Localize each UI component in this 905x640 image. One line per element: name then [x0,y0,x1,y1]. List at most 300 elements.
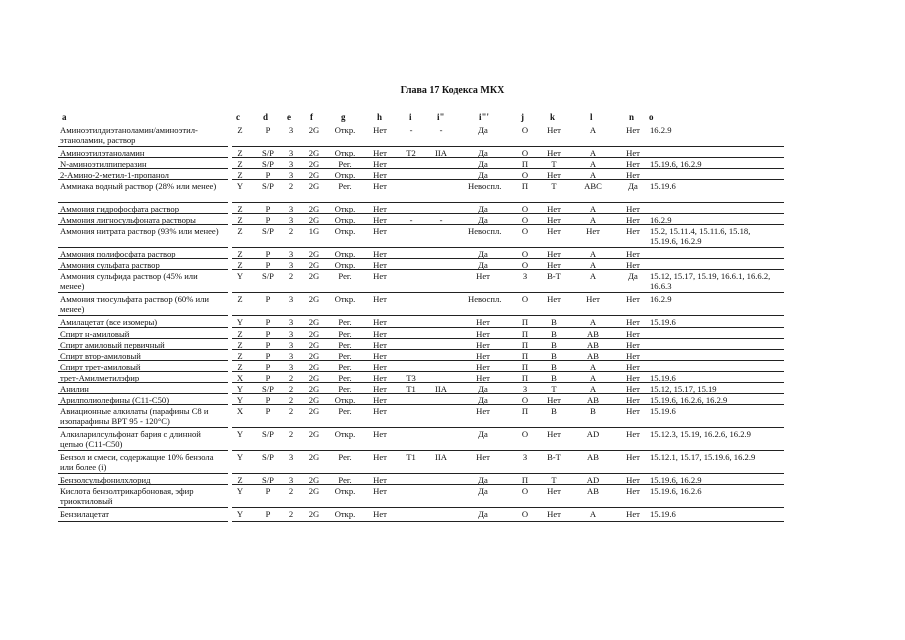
cell-d: S/P [262,475,274,485]
cell-o: 15.2, 15.11.4, 15.11.6, 15.18, 15.19.6, 16.2.9 [650,226,751,246]
cargo-name: Арилполиолефины (C11-C50) [60,395,170,405]
cell-c: Z [237,204,243,214]
cell-j: О [521,294,529,304]
cell-f: 2G [308,384,320,394]
table-row [0,383,905,394]
cell-n: Нет [626,452,640,462]
cell-e: 3 [288,362,294,372]
cell-i: - [409,125,413,135]
cell-l: A [589,384,597,394]
cell-f: 2G [308,125,320,135]
table-row [0,361,905,372]
cell-f: 2G [308,452,320,462]
cell-f: 2G [308,271,320,281]
cell-l: A [589,362,597,372]
cargo-name: Авиационные алкилаты (парафины C8 и изопарафины BPT 95 - 120°C) [60,406,209,426]
column-header: k [550,112,556,122]
cell-l: AB [587,351,599,361]
column-header: n [629,112,635,122]
cell-n: Нет [626,351,640,361]
cell-i3: Невоспл. [468,181,502,191]
cell-h: Нет [373,406,387,416]
cell-c: X [236,373,244,383]
cargo-name: Анилин [60,384,89,394]
cell-j: П [521,340,529,350]
cell-j: П [521,373,529,383]
table-body [0,124,905,522]
cell-i2: IIA [435,384,447,394]
table-row [0,214,905,225]
cell-h: Нет [373,395,387,405]
cell-i: T1 [406,384,416,394]
cell-n: Нет [626,329,640,339]
cell-f: 2G [308,181,320,191]
cell-f: 2G [308,362,320,372]
cell-d: S/P [262,181,274,191]
cell-c: Y [236,509,244,519]
cell-c: Y [236,384,244,394]
cell-k: Т [551,475,557,485]
cell-l: A [589,148,597,158]
cell-c: Z [237,159,243,169]
cell-d: P [265,395,271,405]
cell-d: S/P [262,148,274,158]
cell-d: P [265,317,271,327]
cell-d: P [265,362,271,372]
cell-e: 3 [288,125,294,135]
column-header: c [236,112,240,122]
cell-c: Z [237,340,243,350]
column-header: i" [437,112,445,122]
cell-c: Z [237,329,243,339]
cell-o: 15.12.3, 15.19, 16.2.6, 16.2.9 [650,429,751,439]
cell-g: Откр. [334,486,356,496]
cell-g: Рег. [338,384,352,394]
cell-e: 2 [288,373,294,383]
cargo-name: Бензолсульфонилхлорид [60,475,151,485]
cell-d: P [265,406,271,416]
cargo-name: Аммония сульфата раствор [60,260,160,270]
cell-n: Нет [626,475,640,485]
cell-h: Нет [373,329,387,339]
cell-g: Рег. [338,351,352,361]
cell-l: AB [587,329,599,339]
cell-i3: Нет [476,452,490,462]
cell-j: О [521,226,529,236]
cell-n: Нет [626,395,640,405]
cell-e: 2 [288,406,294,416]
cell-f: 2G [308,170,320,180]
cell-l: A [589,271,597,281]
cell-c: Y [236,486,244,496]
cell-f: 2G [308,329,320,339]
cell-l: A [589,260,597,270]
cell-e: 2 [288,384,294,394]
cargo-name: Алкиларилсульфонат бария с длинной цепью (C11-C50) [60,429,201,449]
cell-g: Откр. [334,294,356,304]
cell-h: Нет [373,294,387,304]
cell-o: 16.2.9 [650,215,672,225]
cell-k: В [551,317,557,327]
cell-n: Нет [626,215,640,225]
cell-f: 2G [308,215,320,225]
cell-f: 2G [308,406,320,416]
cell-g: Откр. [334,170,356,180]
cell-i3: Да [478,159,488,169]
cargo-name: Аммония сульфида раствор (45% или менее) [60,271,198,291]
cell-l: AD [586,475,600,485]
cell-d: P [265,351,271,361]
cell-e: 3 [288,340,294,350]
table-row [0,350,905,361]
cell-j: О [521,249,529,259]
cell-k: В [551,373,557,383]
column-header: i [409,112,412,122]
cell-e: 2 [288,181,294,191]
cell-d: P [265,329,271,339]
cell-l: A [589,215,597,225]
cell-n: Нет [626,406,640,416]
cell-e: 3 [288,351,294,361]
cargo-name: Аммония полифосфата раствор [60,249,176,259]
cell-h: Нет [373,159,387,169]
cell-l: A [589,317,597,327]
cell-i: T2 [406,148,416,158]
cell-d: P [265,509,271,519]
cell-e: 3 [288,475,294,485]
cell-i3: Да [478,170,488,180]
cell-i3: Нет [476,351,490,361]
cell-i3: Нет [476,406,490,416]
cell-g: Рег. [338,475,352,485]
cell-n: Нет [626,260,640,270]
cargo-name: Аминоэтилдиэтаноламин/аминоэтил-этаноламин, раствор [60,125,198,145]
cell-k: Нет [547,170,561,180]
cell-o: 15.19.6, 16.2.9 [650,159,702,169]
column-header: d [263,112,269,122]
cell-h: Нет [373,204,387,214]
cell-o: 16.2.9 [650,125,672,135]
cell-i3: Да [478,260,488,270]
table-row [0,169,905,180]
cell-i3: Да [478,429,488,439]
cell-i3: Нет [476,373,490,383]
cargo-name: Аммиака водный раствор (28% или менее) [60,181,217,191]
cell-i3: Да [478,204,488,214]
cell-e: 3 [288,159,294,169]
row-divider [232,521,784,522]
cell-o: 16.2.9 [650,294,672,304]
cell-d: S/P [262,452,274,462]
cell-c: Z [237,362,243,372]
cell-n: Нет [626,429,640,439]
cell-h: Нет [373,362,387,372]
cell-f: 2G [308,294,320,304]
cell-l: AB [587,486,599,496]
column-header: h [377,112,383,122]
cell-j: П [521,362,529,372]
cell-k: Нет [547,486,561,496]
cell-d: P [265,260,271,270]
cell-j: О [521,148,529,158]
cell-h: Нет [373,260,387,270]
cell-l: Нет [586,226,600,236]
cell-c: Y [236,429,244,439]
cell-h: Нет [373,384,387,394]
cell-c: Y [236,181,244,191]
cell-k: Нет [547,249,561,259]
table-row [0,372,905,383]
cell-k: Нет [547,125,561,135]
column-header: f [310,112,313,122]
row-divider [58,521,228,522]
cell-g: Рег. [338,181,352,191]
cell-o: 15.19.6 [650,406,676,416]
cell-o: 15.19.6, 16.2.9 [650,475,702,485]
cell-j: З [522,452,528,462]
cell-g: Откр. [334,429,356,439]
cell-n: Нет [626,373,640,383]
cell-n: Нет [626,294,640,304]
cargo-name: Спирт амиловый первичный [60,340,165,350]
cell-g: Откр. [334,260,356,270]
cell-f: 2G [308,260,320,270]
cell-d: P [265,294,271,304]
table-row [0,124,905,147]
cell-f: 2G [308,429,320,439]
table-row [0,474,905,485]
cell-i3: Да [478,395,488,405]
cell-i3: Да [478,384,488,394]
cell-h: Нет [373,226,387,236]
cargo-name: Спирт трет-амиловый [60,362,141,372]
cell-g: Рег. [338,406,352,416]
cell-j: О [521,509,529,519]
column-header: g [341,112,346,122]
cargo-name: Амилацетат (все изомеры) [60,317,158,327]
cell-i3: Нет [476,329,490,339]
cell-l: A [589,159,597,169]
cell-l: A [589,170,597,180]
table-row [0,147,905,158]
cell-f: 2G [308,204,320,214]
cell-g: Рег. [338,452,352,462]
cell-i3: Нет [476,271,490,281]
table-row [0,394,905,405]
cell-i3: Невоспл. [468,294,502,304]
cell-e: 2 [288,509,294,519]
cell-e: 3 [288,294,294,304]
cell-e: 3 [288,452,294,462]
cell-k: В [551,362,557,372]
cell-c: Z [237,475,243,485]
cell-g: Рег. [338,373,352,383]
cell-c: Z [237,260,243,270]
cell-i: T1 [406,452,416,462]
cell-i3: Да [478,486,488,496]
cell-l: Нет [586,294,600,304]
cell-c: Y [236,317,244,327]
cell-i3: Нет [476,317,490,327]
column-header: l [590,112,593,122]
cell-f: 2G [308,340,320,350]
cell-j: П [521,406,529,416]
cell-e: 3 [288,260,294,270]
table-row [0,328,905,339]
cell-d: S/P [262,429,274,439]
cargo-name: Спирт втор-амиловый [60,351,141,361]
table-row [0,293,905,316]
cargo-name: Аммония гидрофосфата раствор [60,204,180,214]
cell-c: Y [236,271,244,281]
cargo-name: Аммония лигносульфоната растворы [60,215,196,225]
cell-c: Z [237,125,243,135]
cell-k: Нет [547,226,561,236]
cell-c: X [236,406,244,416]
cell-h: Нет [373,215,387,225]
cell-i3: Нет [476,340,490,350]
cell-i3: Да [478,148,488,158]
cell-l: AB [587,340,599,350]
cell-h: Нет [373,271,387,281]
table-row [0,270,905,293]
cell-g: Рег. [338,329,352,339]
cell-n: Нет [626,226,640,236]
cell-c: Z [237,148,243,158]
cell-e: 3 [288,215,294,225]
cell-c: Z [237,226,243,236]
cell-g: Откр. [334,204,356,214]
column-header: e [287,112,291,122]
cell-e: 3 [288,249,294,259]
cell-h: Нет [373,249,387,259]
cell-k: Нет [547,294,561,304]
cell-k: Нет [547,148,561,158]
cell-e: 3 [288,317,294,327]
table-row [0,203,905,214]
cell-d: P [265,340,271,350]
cell-i2: - [439,125,443,135]
cell-e: 2 [288,271,294,281]
cell-j: О [521,260,529,270]
cell-k: Т [551,159,557,169]
cell-i3: Да [478,125,488,135]
page-title: Глава 17 Кодекса МКХ [400,85,505,96]
cell-o: 15.19.6 [650,181,676,191]
cell-j: О [521,204,529,214]
table-row [0,180,905,203]
column-header: i"' [479,112,489,122]
cell-h: Нет [373,452,387,462]
cell-h: Нет [373,475,387,485]
cell-e: 3 [288,170,294,180]
cell-o: 15.19.6 [650,373,676,383]
cell-l: A [589,249,597,259]
cell-f: 2G [308,249,320,259]
cell-i3: Нет [476,362,490,372]
cell-j: П [521,475,529,485]
table-row [0,451,905,474]
table-row [0,259,905,270]
cell-l: A [589,204,597,214]
cell-d: P [265,215,271,225]
cargo-name: Кислота бензолтрикарбоновая, эфир триоктиловый [60,486,194,506]
cell-n: Нет [626,486,640,496]
cargo-name: 2-Амино-2-метил-1-пропанол [60,170,169,180]
cargo-name: Бензол и смеси, содержащие 10% бензола или более (i) [60,452,214,472]
cell-n: Нет [626,125,640,135]
cell-l: A [589,125,597,135]
cell-n: Нет [626,204,640,214]
cargo-name: Аминоэтилэтаноламин [60,148,145,158]
cell-g: Рег. [338,159,352,169]
cell-n: Да [628,181,638,191]
cell-i2: IIA [435,452,447,462]
cell-h: Нет [373,373,387,383]
cargo-name: Спирт н-амиловый [60,329,130,339]
cargo-name: N-аминоэтилпиперазин [60,159,147,169]
cell-n: Нет [626,509,640,519]
cell-f: 2G [308,317,320,327]
cell-k: Нет [547,204,561,214]
table-row [0,225,905,248]
cell-h: Нет [373,148,387,158]
cell-d: S/P [262,271,274,281]
cargo-name: Аммония тиосульфата раствор (60% или менее) [60,294,210,314]
cargo-name: Бензилацетат [60,509,110,519]
cell-d: P [265,125,271,135]
cell-i2: - [439,215,443,225]
cell-k: В-Т [547,452,561,462]
cell-d: P [265,486,271,496]
cell-e: 2 [288,429,294,439]
table-row [0,248,905,259]
cell-f: 2G [308,159,320,169]
cell-j: П [521,181,529,191]
cell-l: AB [587,452,599,462]
cell-g: Рег. [338,362,352,372]
column-header: j [521,112,524,122]
cell-k: В-Т [547,271,561,281]
cell-l: B [590,406,596,416]
cell-e: 2 [288,486,294,496]
table-row [0,428,905,451]
cell-c: Y [236,395,244,405]
cell-n: Нет [626,317,640,327]
cell-k: В [551,351,557,361]
cell-c: Z [237,351,243,361]
cell-k: Нет [547,429,561,439]
cell-i3: Да [478,249,488,259]
cargo-name: трет-Амилметилэфир [60,373,140,383]
cell-l: A [589,373,597,383]
cell-j: П [521,317,529,327]
cell-n: Нет [626,249,640,259]
cell-l: AB [587,395,599,405]
cargo-name: Аммония нитрата раствор (93% или менее) [60,226,219,236]
cell-d: P [265,170,271,180]
table-row [0,405,905,428]
cell-o: 15.12.1, 15.17, 15.19.6, 16.2.9 [650,452,756,462]
column-header: a [62,112,67,122]
cell-k: Нет [547,260,561,270]
cell-j: З [522,384,528,394]
cell-g: Откр. [334,125,356,135]
cell-e: 3 [288,329,294,339]
cell-n: Нет [626,159,640,169]
cell-d: S/P [262,226,274,236]
cell-g: Рег. [338,271,352,281]
